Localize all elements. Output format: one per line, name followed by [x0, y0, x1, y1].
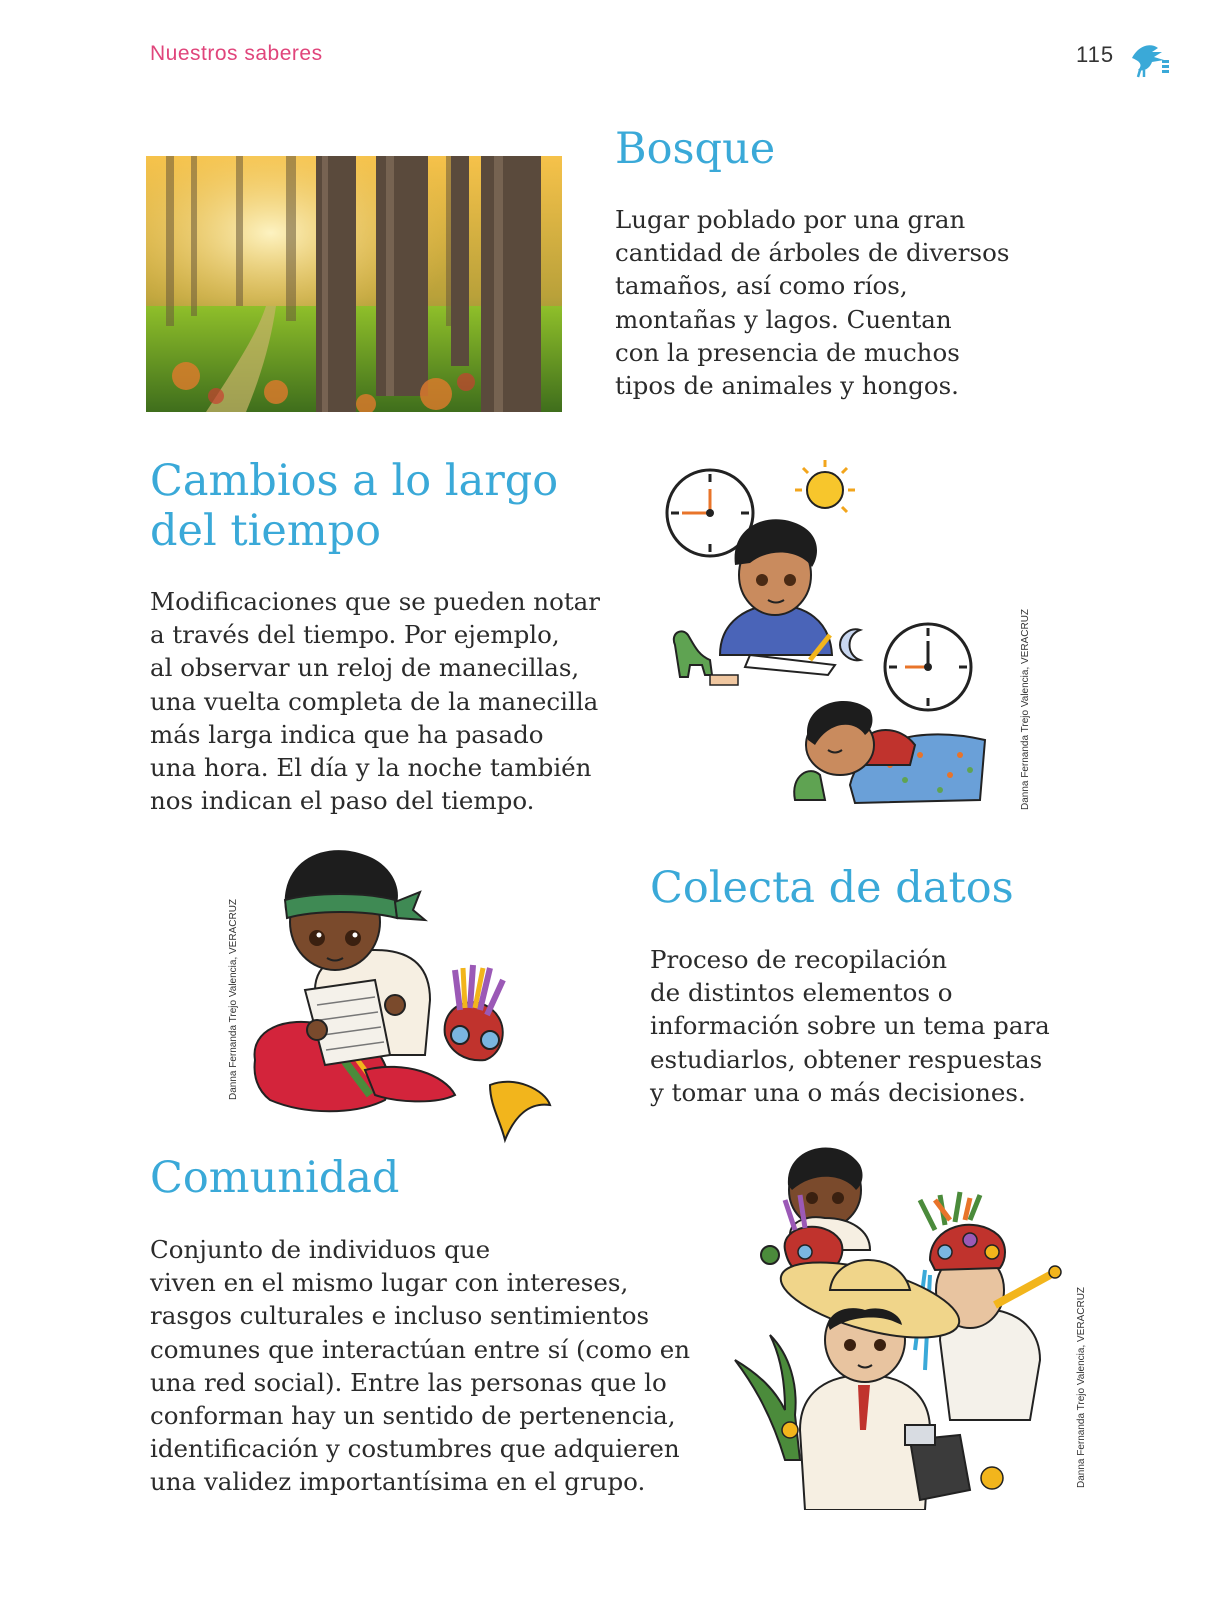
definition-line: nos indican el paso del tiempo.: [150, 786, 535, 816]
definition-line: de distintos elementos o: [650, 978, 953, 1008]
definition-line: cantidad de árboles de diversos: [615, 238, 1010, 268]
definition-colecta-de-datos: [650, 943, 1050, 1109]
time-illustration: [660, 455, 990, 815]
term-line: Cambios a lo largo: [150, 456, 559, 506]
toy-icon: [445, 965, 550, 1140]
page-number: 115: [1076, 42, 1115, 67]
definition-line: Lugar poblado por una gran: [615, 205, 966, 234]
flower-icon: [981, 1467, 1003, 1489]
definition-line: una red social). Entre las personas que lo: [150, 1367, 667, 1397]
definition-line: tamaños, así como ríos,: [615, 271, 908, 301]
definition-line: Proceso de recopilación: [650, 945, 947, 974]
definition-comunidad: [150, 1233, 690, 1499]
definition-line: comunes que interactúan entre sí (como en: [150, 1334, 691, 1364]
definition-line: Conjunto de individuos que: [150, 1235, 491, 1264]
illustration-credit: Danna Fernanda Trejo Valencia, VERACRUZ: [1020, 608, 1031, 810]
definition-line: conforman hay un sentido de pertenencia,: [150, 1401, 676, 1431]
forest-photo: [146, 156, 562, 412]
definition-line: más larga indica que ha pasado: [150, 719, 544, 749]
term-comunidad: Comunidad: [150, 1153, 400, 1203]
definition-line: identificación y costumbres que adquieren: [150, 1434, 680, 1464]
clock-icon: [885, 624, 971, 710]
child-with-toy: [761, 1148, 870, 1275]
data-collection-illustration: [245, 840, 565, 1145]
definition-line: montañas y lagos. Cuentan: [615, 304, 952, 334]
definition-line: estudiarlos, obtener respuestas: [650, 1044, 1043, 1074]
definition-bosque: [615, 203, 1009, 402]
section-title: Nuestros saberes: [150, 42, 323, 65]
definition-line: tipos de animales y hongos.: [615, 371, 959, 401]
definition-line: viven en el mismo lugar con intereses,: [150, 1268, 629, 1298]
definition-cambios: [150, 585, 600, 817]
definition-line: a través del tiempo. Por ejemplo,: [150, 620, 560, 650]
community-illustration: [730, 1140, 1065, 1510]
term-line: del tiempo: [150, 506, 382, 556]
definition-line: al observar un reloj de manecillas,: [150, 653, 580, 683]
dinosaur-icon: [674, 631, 712, 677]
illustration-credit: Danna Fernanda Trejo Valencia, VERACRUZ: [228, 898, 239, 1100]
boy-sleeping: [794, 701, 985, 803]
moon-icon: [840, 629, 860, 660]
definition-line: una validez importantísima en el grupo.: [150, 1467, 646, 1497]
definition-line: con la presencia de muchos: [615, 337, 960, 367]
definition-line: información sobre un tema para: [650, 1011, 1050, 1041]
definition-line: una vuelta completa de la manecilla: [150, 686, 599, 716]
definition-line: rasgos culturales e incluso sentimientos: [150, 1301, 650, 1331]
plant-icon: [735, 1335, 800, 1460]
term-cambios: [150, 456, 558, 556]
bird-glyph-icon: [1128, 38, 1170, 78]
definition-line: y tomar una o más decisiones.: [650, 1077, 1026, 1107]
definition-line: una hora. El día y la noche también: [150, 753, 592, 783]
definition-line: Modificaciones que se pueden notar: [150, 587, 600, 616]
term-colecta-de-datos: Colecta de datos: [650, 863, 1014, 913]
sun-icon: [795, 460, 855, 512]
illustration-credit: Danna Fernanda Trejo Valencia, VERACRUZ: [1076, 1286, 1087, 1488]
term-bosque: Bosque: [615, 124, 776, 174]
